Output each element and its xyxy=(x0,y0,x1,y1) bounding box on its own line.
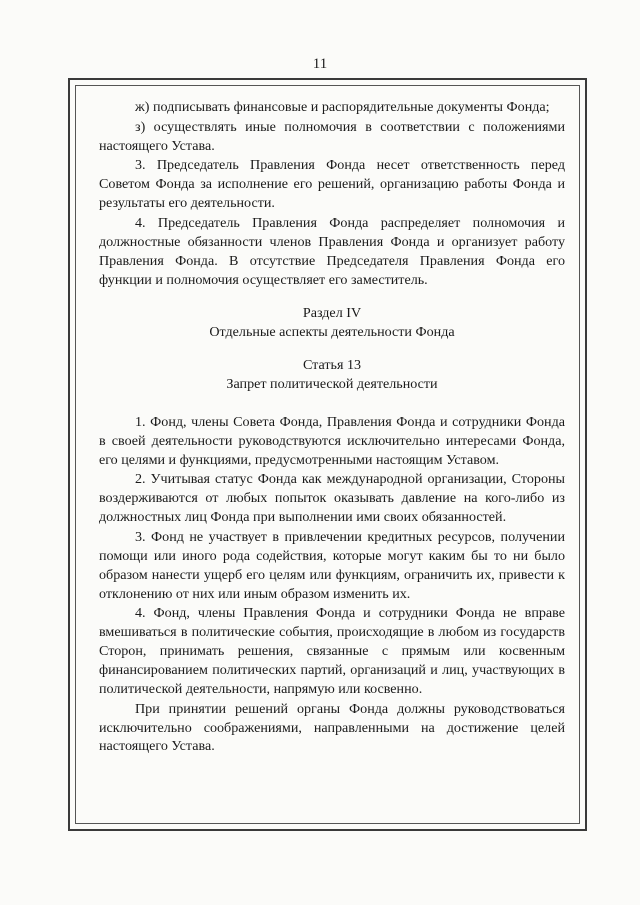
spacer xyxy=(99,290,565,304)
article-number: Статья 13 xyxy=(302,357,362,374)
page-number: 11 xyxy=(312,56,328,72)
paragraph-item-z: з) осуществлять иные полномочия в соответствии с положениями настоящего Устава. xyxy=(99,118,565,154)
article-clause-3: 3. Фонд не участвует в привлечении кредитных ресурсов, получении помощи или иного рода содействия, которые могут каким бы то ни было образом нанести ущерб его целям или функциям, ограничить их, привести к отклонению от них или иным образом изменить их. xyxy=(99,528,565,602)
article-clause-4: 4. Фонд, члены Правления Фонда и сотрудники Фонда не вправе вмешиваться в политические события, происходящие в любом из государств Сторон, принимать решения, связанные с прямым или косвенным финансированием политических партий, организаций и лиц, участвующих в политической деятельности, напрямую или косвенно. xyxy=(99,605,565,697)
paragraph-clause-3: 3. Председатель Правления Фонда несет ответственность перед Советом Фонда за исполнение его решений, организацию работы Фонда и результаты его деятельности. xyxy=(99,157,565,212)
article-clause-1: 1. Фонд, члены Совета Фонда, Правления Фонда и сотрудники Фонда в своей деятельности руководствуются исключительно интересами Фонда, его целями и функциями, предусмотренными настоящим Уставом. xyxy=(99,413,565,468)
spacer xyxy=(99,342,565,356)
article-closing-paragraph: При принятии решений органы Фонда должны руководствоваться исключительно соображениями, направленными на достижение целей настоящего Устава. xyxy=(99,700,565,755)
article-title: Запрет политической деятельности xyxy=(226,375,438,392)
paragraph-item-zh: ж) подписывать финансовые и распорядительные документы Фонда; xyxy=(135,99,550,115)
section-number: Раздел IV xyxy=(302,305,362,322)
paragraph-clause-4: 4. Председатель Правления Фонда распределяет полномочия и должностные обязанности членов Правления Фонда и организует работу Правления Фонда. В отсутствие Председателя Правления Фонда его функции и полномочия осуществляет его заместитель. xyxy=(99,214,565,288)
section-title: Отдельные аспекты деятельности Фонда xyxy=(209,324,455,341)
spacer xyxy=(99,394,565,413)
document-body xyxy=(99,98,565,757)
article-clause-2: 2. Учитывая статус Фонда как международной организации, Стороны воздерживаются от любых попыток оказывать давление на кого-либо из должностных лиц Фонда при выполнении ими своих обязанностей. xyxy=(99,471,565,526)
